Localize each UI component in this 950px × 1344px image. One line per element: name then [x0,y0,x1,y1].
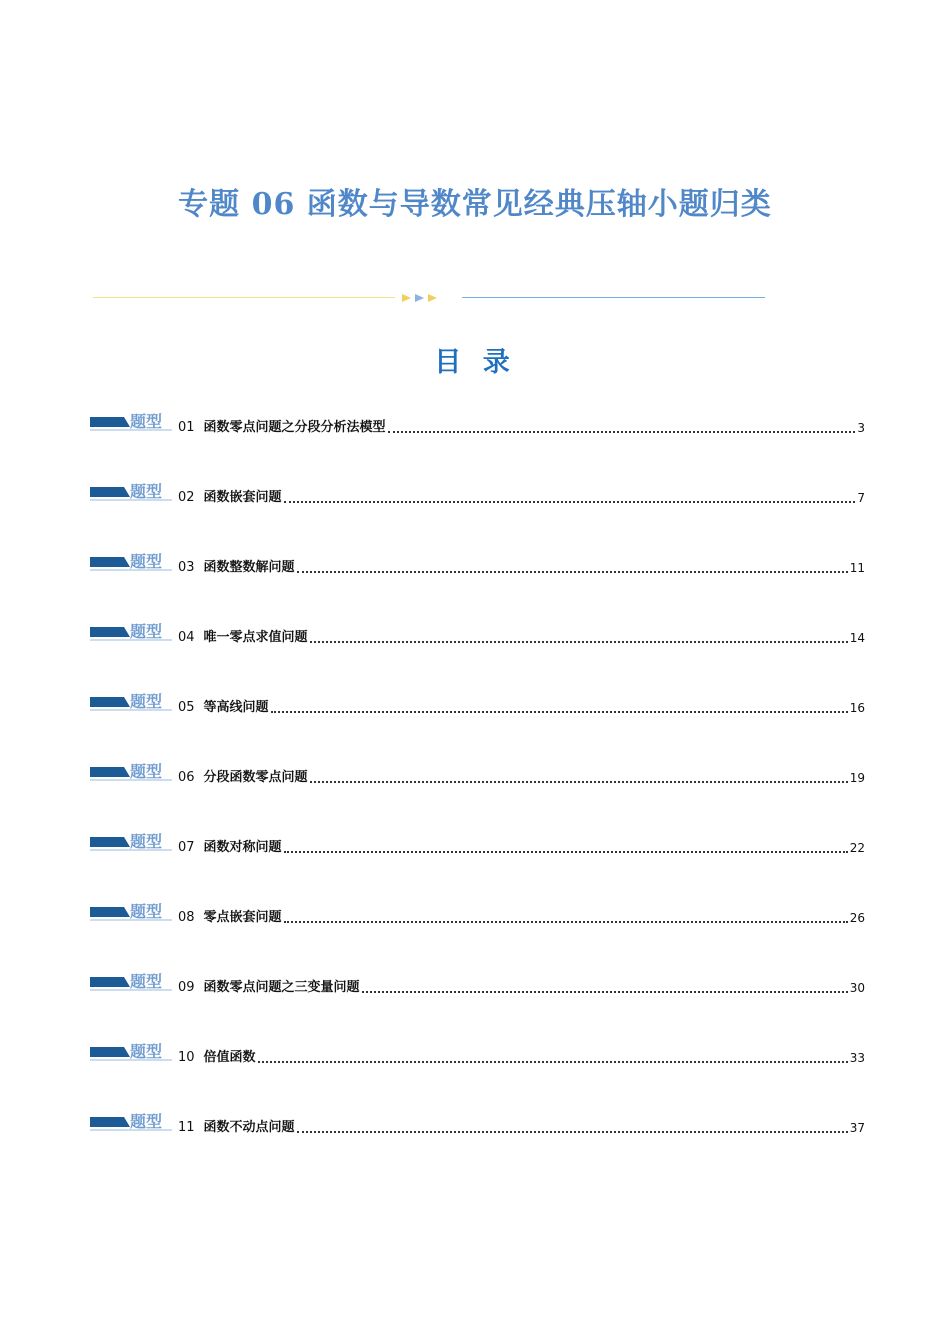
toc-entry[interactable] [90,1108,865,1178]
toc-leader-dots [271,711,848,713]
toc-entry-page: 33 [849,1051,865,1065]
toc-entry-page: 16 [849,701,865,715]
toc-leader-dots [297,1131,848,1133]
toc-heading: 目 录 [434,347,516,378]
triple-arrow-icon [402,292,442,304]
badge-text: 题型 [130,412,163,431]
badge-text: 题型 [130,762,163,781]
toc-entry-page: 11 [849,561,865,575]
question-type-badge-icon [90,621,172,645]
toc-entry-page: 14 [849,631,865,645]
question-type-badge-icon [90,691,172,715]
toc-entry-number: 03 [178,560,195,575]
toc-entry-text [178,487,865,507]
badge-text: 题型 [130,972,163,991]
toc-entry[interactable] [90,898,865,968]
toc-entry-text [178,697,865,717]
toc-entry-label: 函数整数解问题 [203,560,295,575]
toc-entry[interactable] [90,688,865,758]
toc-entry-page: 7 [857,491,865,505]
toc-leader-dots [297,571,848,573]
toc-entry[interactable] [90,478,865,548]
toc-entry-number: 10 [178,1050,195,1065]
divider-line-left [93,297,395,298]
toc-leader-dots [284,921,848,923]
toc-entry[interactable] [90,408,865,478]
toc-entry-number: 09 [178,980,195,995]
badge-text: 题型 [130,692,163,711]
question-type-badge-icon [90,551,172,575]
question-type-badge-icon [90,481,172,505]
toc-entry-label: 分段函数零点问题 [203,770,308,785]
question-type-badge-icon [90,971,172,995]
toc-entry-page: 30 [849,981,865,995]
toc-entry[interactable] [90,1038,865,1108]
toc-entry-label: 唯一零点求值问题 [203,630,308,645]
toc-entry-page: 3 [857,421,865,435]
toc-entry-page: 37 [849,1121,865,1135]
toc-leader-dots [284,501,856,503]
toc-leader-dots [284,851,848,853]
question-type-badge-icon [90,901,172,925]
badge-text: 题型 [130,1112,163,1131]
toc-entry-page: 19 [849,771,865,785]
divider-line-right [462,297,765,298]
question-type-badge-icon [90,1111,172,1135]
toc-entry-label: 函数零点问题之分段分析法模型 [203,420,386,435]
toc-entry-number: 01 [178,420,195,435]
toc-leader-dots [310,641,848,643]
badge-text: 题型 [130,622,163,641]
toc-entry[interactable] [90,548,865,618]
badge-text: 题型 [130,1042,163,1061]
toc-entry-text [178,837,865,857]
toc-entry-label: 函数不动点问题 [203,1120,295,1135]
toc-entry-text [178,557,865,577]
toc-entry-label: 函数嵌套问题 [203,490,282,505]
toc-leader-dots [310,781,848,783]
toc-entry-label: 函数对称问题 [203,840,282,855]
question-type-badge-icon [90,411,172,435]
toc-entry[interactable] [90,828,865,898]
toc-entry-text [178,627,865,647]
toc-entry-text [178,417,865,437]
badge-text: 题型 [130,552,163,571]
toc-entry[interactable] [90,968,865,1038]
toc-entry-label: 等高线问题 [203,700,269,715]
toc-entry-text [178,907,865,927]
toc-leader-dots [388,431,856,433]
toc-entry-text [178,767,865,787]
toc-entry-number: 05 [178,700,195,715]
toc-entry-number: 11 [178,1120,195,1135]
badge-text: 题型 [130,902,163,921]
toc-entry-number: 04 [178,630,195,645]
toc-entry-number: 07 [178,840,195,855]
toc-entry-text [178,1047,865,1067]
toc-leader-dots [362,991,848,993]
toc-entry-label: 零点嵌套问题 [203,910,282,925]
toc-entry-label: 倍值函数 [203,1050,256,1065]
toc-entry-label: 函数零点问题之三变量问题 [203,980,360,995]
toc-entry-text [178,977,865,997]
toc-entry-number: 06 [178,770,195,785]
badge-text: 题型 [130,832,163,851]
badge-text: 题型 [130,482,163,501]
toc-entry-page: 26 [849,911,865,925]
document-title: 专题 06 函数与导数常见经典压轴小题归类 [178,187,772,222]
toc-entry[interactable] [90,618,865,688]
toc-list [90,408,865,1178]
toc-entry-number: 08 [178,910,195,925]
question-type-badge-icon [90,761,172,785]
toc-leader-dots [258,1061,848,1063]
question-type-badge-icon [90,831,172,855]
toc-entry-number: 02 [178,490,195,505]
toc-entry[interactable] [90,758,865,828]
toc-entry-page: 22 [849,841,865,855]
toc-entry-text [178,1117,865,1137]
question-type-badge-icon [90,1041,172,1065]
